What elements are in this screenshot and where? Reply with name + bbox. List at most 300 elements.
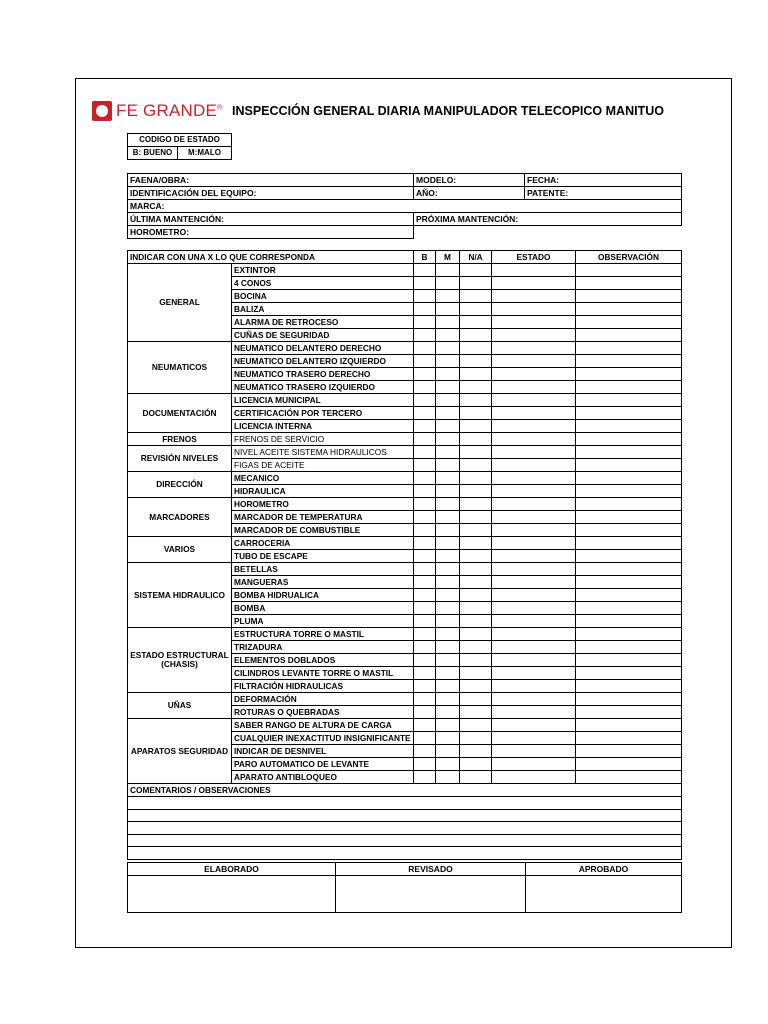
observacion-cell[interactable] <box>576 498 682 511</box>
na-cell[interactable] <box>460 472 492 485</box>
na-cell[interactable] <box>460 589 492 602</box>
m-cell[interactable] <box>436 771 460 784</box>
na-cell[interactable] <box>460 264 492 277</box>
checklist-row <box>128 394 682 407</box>
b-cell[interactable] <box>414 563 436 576</box>
checklist-row <box>128 498 682 511</box>
na-cell[interactable] <box>460 602 492 615</box>
checklist-item-label: BALIZA <box>232 303 414 316</box>
status-code-legend <box>127 133 232 160</box>
checklist-instruction: INDICAR CON UNA X LO QUE CORRESPONDA <box>128 251 414 264</box>
observacion-cell[interactable] <box>576 771 682 784</box>
m-cell[interactable] <box>436 407 460 420</box>
na-cell[interactable] <box>460 368 492 381</box>
company-logo <box>92 100 222 122</box>
b-cell[interactable] <box>414 706 436 719</box>
checklist-item-label: CUÑAS DE SEGURIDAD <box>232 329 414 342</box>
aprobado-label: APROBADO <box>526 863 682 876</box>
observacion-cell[interactable] <box>576 745 682 758</box>
b-cell[interactable] <box>414 602 436 615</box>
col-b-header: B <box>414 251 436 264</box>
b-cell[interactable] <box>414 550 436 563</box>
estado-cell[interactable] <box>492 264 576 277</box>
m-cell[interactable] <box>436 680 460 693</box>
checklist-item-label: ALARMA DE RETROCESO <box>232 316 414 329</box>
estado-cell[interactable] <box>492 355 576 368</box>
observacion-cell[interactable] <box>576 654 682 667</box>
estado-cell[interactable] <box>492 277 576 290</box>
na-cell[interactable] <box>460 381 492 394</box>
b-cell[interactable] <box>414 628 436 641</box>
checklist-item-label: MARCADOR DE TEMPERATURA <box>232 511 414 524</box>
observacion-cell[interactable] <box>576 641 682 654</box>
b-cell[interactable] <box>414 277 436 290</box>
page-title: INSPECCIÓN GENERAL DIARIA MANIPULADOR TELECOPICO MANITUO <box>232 104 664 118</box>
estado-cell[interactable] <box>492 693 576 706</box>
checklist-item-label: HIDRAULICA <box>232 485 414 498</box>
ultima-mantencion-field[interactable]: ÚLTIMA MANTENCIÓN: <box>128 213 414 226</box>
m-cell[interactable] <box>436 329 460 342</box>
observacion-cell[interactable] <box>576 524 682 537</box>
na-cell[interactable] <box>460 693 492 706</box>
identificacion-field[interactable]: IDENTIFICACIÓN DEL EQUIPO: <box>128 187 414 200</box>
checklist-item-label: BOCINA <box>232 290 414 303</box>
observacion-cell[interactable] <box>576 563 682 576</box>
m-cell[interactable] <box>436 485 460 498</box>
na-cell[interactable] <box>460 433 492 446</box>
b-cell[interactable] <box>414 355 436 368</box>
checklist-item-label: ELEMENTOS DOBLADOS <box>232 654 414 667</box>
checklist-item-label: NEUMATICO TRASERO DERECHO <box>232 368 414 381</box>
proxima-mantencion-field[interactable]: PRÓXIMA MANTENCIÓN: <box>414 213 682 226</box>
estado-cell[interactable] <box>492 524 576 537</box>
revisado-label: REVISADO <box>336 863 526 876</box>
na-cell[interactable] <box>460 329 492 342</box>
elaborado-label: ELABORADO <box>128 863 336 876</box>
checklist-item-label: BOMBA HIDRUALICA <box>232 589 414 602</box>
na-cell[interactable] <box>460 498 492 511</box>
checklist-item-label: APARATO ANTIBLOQUEO <box>232 771 414 784</box>
observacion-cell[interactable] <box>576 758 682 771</box>
na-cell[interactable] <box>460 277 492 290</box>
checklist-item-label: CERTIFICACIÓN POR TERCERO <box>232 407 414 420</box>
estado-cell[interactable] <box>492 615 576 628</box>
b-cell[interactable] <box>414 589 436 602</box>
observacion-cell[interactable] <box>576 446 682 459</box>
b-cell[interactable] <box>414 316 436 329</box>
m-cell[interactable] <box>436 537 460 550</box>
checklist-row <box>128 446 682 459</box>
b-cell[interactable] <box>414 641 436 654</box>
status-code-label: CODIGO DE ESTADO <box>128 134 232 147</box>
observacion-cell[interactable] <box>576 303 682 316</box>
observacion-cell[interactable] <box>576 459 682 472</box>
observacion-cell[interactable] <box>576 628 682 641</box>
comment-input[interactable] <box>128 797 682 810</box>
m-cell[interactable] <box>436 355 460 368</box>
estado-cell[interactable] <box>492 303 576 316</box>
comment-line <box>128 809 682 822</box>
equipment-info-table <box>127 173 682 239</box>
estado-cell[interactable] <box>492 667 576 680</box>
checklist-item-label: BOMBA <box>232 602 414 615</box>
estado-cell[interactable] <box>492 433 576 446</box>
category-label: MARCADORES <box>128 498 232 537</box>
category-label: UÑAS <box>128 693 232 719</box>
m-cell[interactable] <box>436 303 460 316</box>
b-cell[interactable] <box>414 615 436 628</box>
na-cell[interactable] <box>460 680 492 693</box>
checklist-row <box>128 342 682 355</box>
b-cell[interactable] <box>414 472 436 485</box>
observacion-cell[interactable] <box>576 550 682 563</box>
na-cell[interactable] <box>460 290 492 303</box>
estado-cell[interactable] <box>492 407 576 420</box>
elaborado-signature-box[interactable] <box>128 876 336 913</box>
comment-line <box>128 834 682 847</box>
estado-cell[interactable] <box>492 563 576 576</box>
checklist-item-label: MARCADOR DE COMBUSTIBLE <box>232 524 414 537</box>
observacion-cell[interactable] <box>576 576 682 589</box>
code-good: B: BUENO <box>128 147 178 160</box>
aprobado-signature-box[interactable] <box>526 876 682 913</box>
comment-input[interactable] <box>128 809 682 822</box>
b-cell[interactable] <box>414 394 436 407</box>
checklist-item-label: INDICAR DE DESNIVEL <box>232 745 414 758</box>
revisado-signature-box[interactable] <box>336 876 526 913</box>
logo-text: FE GRANDE <box>116 101 217 120</box>
b-cell[interactable] <box>414 381 436 394</box>
modelo-field[interactable]: MODELO: <box>414 174 525 187</box>
m-cell[interactable] <box>436 290 460 303</box>
m-cell[interactable] <box>436 459 460 472</box>
estado-cell[interactable] <box>492 641 576 654</box>
na-cell[interactable] <box>460 745 492 758</box>
estado-cell[interactable] <box>492 290 576 303</box>
observacion-cell[interactable] <box>576 667 682 680</box>
observacion-cell[interactable] <box>576 511 682 524</box>
comment-input[interactable] <box>128 847 682 860</box>
comment-line <box>128 822 682 835</box>
checklist-item-label: EXTINTOR <box>232 264 414 277</box>
b-cell[interactable] <box>414 290 436 303</box>
na-cell[interactable] <box>460 303 492 316</box>
estado-cell[interactable] <box>492 485 576 498</box>
na-cell[interactable] <box>460 316 492 329</box>
estado-cell[interactable] <box>492 316 576 329</box>
registered-mark: ® <box>216 104 223 112</box>
estado-cell[interactable] <box>492 498 576 511</box>
checklist-item-label: TRIZADURA <box>232 641 414 654</box>
observacion-cell[interactable] <box>576 342 682 355</box>
checklist-item-label: NEUMATICO DELANTERO IZQUIERDO <box>232 355 414 368</box>
estado-cell[interactable] <box>492 602 576 615</box>
b-cell[interactable] <box>414 732 436 745</box>
b-cell[interactable] <box>414 342 436 355</box>
b-cell[interactable] <box>414 745 436 758</box>
estado-cell[interactable] <box>492 654 576 667</box>
anio-field[interactable]: AÑO: <box>414 187 525 200</box>
b-cell[interactable] <box>414 264 436 277</box>
m-cell[interactable] <box>436 667 460 680</box>
horometro-field[interactable]: HOROMETRO: <box>128 226 414 239</box>
estado-cell[interactable] <box>492 732 576 745</box>
marca-field[interactable]: MARCA: <box>128 200 682 213</box>
na-cell[interactable] <box>460 615 492 628</box>
category-label: DIRECCIÓN <box>128 472 232 498</box>
m-cell[interactable] <box>436 550 460 563</box>
checklist-item-label: NEUMATICO TRASERO IZQUIERDO <box>232 381 414 394</box>
estado-cell[interactable] <box>492 394 576 407</box>
b-cell[interactable] <box>414 420 436 433</box>
b-cell[interactable] <box>414 719 436 732</box>
comment-input[interactable] <box>128 822 682 835</box>
m-cell[interactable] <box>436 615 460 628</box>
faena-field[interactable]: FAENA/OBRA: <box>128 174 414 187</box>
m-cell[interactable] <box>436 589 460 602</box>
observacion-cell[interactable] <box>576 329 682 342</box>
b-cell[interactable] <box>414 524 436 537</box>
observacion-cell[interactable] <box>576 290 682 303</box>
estado-cell[interactable] <box>492 368 576 381</box>
col-estado-header: ESTADO <box>492 251 576 264</box>
b-cell[interactable] <box>414 303 436 316</box>
b-cell[interactable] <box>414 537 436 550</box>
m-cell[interactable] <box>436 654 460 667</box>
observacion-cell[interactable] <box>576 472 682 485</box>
observacion-cell[interactable] <box>576 277 682 290</box>
checklist-row <box>128 537 682 550</box>
estado-cell[interactable] <box>492 680 576 693</box>
signature-table <box>127 862 682 913</box>
fecha-field[interactable]: FECHA: <box>525 174 682 187</box>
m-cell[interactable] <box>436 381 460 394</box>
estado-cell[interactable] <box>492 719 576 732</box>
estado-cell[interactable] <box>492 771 576 784</box>
observacion-cell[interactable] <box>576 264 682 277</box>
checklist-row <box>128 472 682 485</box>
estado-cell[interactable] <box>492 511 576 524</box>
col-na-header: N/A <box>460 251 492 264</box>
na-cell[interactable] <box>460 771 492 784</box>
comment-line <box>128 797 682 810</box>
observacion-cell[interactable] <box>576 706 682 719</box>
na-cell[interactable] <box>460 654 492 667</box>
na-cell[interactable] <box>460 563 492 576</box>
observacion-cell[interactable] <box>576 407 682 420</box>
observacion-cell[interactable] <box>576 368 682 381</box>
m-cell[interactable] <box>436 368 460 381</box>
observacion-cell[interactable] <box>576 589 682 602</box>
observacion-cell[interactable] <box>576 732 682 745</box>
na-cell[interactable] <box>460 524 492 537</box>
checklist-item-label: HOROMETRO <box>232 498 414 511</box>
na-cell[interactable] <box>460 511 492 524</box>
b-cell[interactable] <box>414 576 436 589</box>
m-cell[interactable] <box>436 342 460 355</box>
na-cell[interactable] <box>460 641 492 654</box>
b-cell[interactable] <box>414 485 436 498</box>
observacion-cell[interactable] <box>576 420 682 433</box>
comments-label: COMENTARIOS / OBSERVACIONES <box>128 784 682 797</box>
checklist-item-label: CARROCERIA <box>232 537 414 550</box>
b-cell[interactable] <box>414 667 436 680</box>
estado-cell[interactable] <box>492 537 576 550</box>
estado-cell[interactable] <box>492 745 576 758</box>
na-cell[interactable] <box>460 706 492 719</box>
checklist-item-label: 4 CONOS <box>232 277 414 290</box>
category-label: GENERAL <box>128 264 232 342</box>
observacion-cell[interactable] <box>576 433 682 446</box>
checklist-item-label: PARO AUTOMATICO DE LEVANTE <box>232 758 414 771</box>
code-bad: M:MALO <box>178 147 232 160</box>
category-label: ESTADO ESTRUCTURAL (CHASIS) <box>128 628 232 693</box>
estado-cell[interactable] <box>492 342 576 355</box>
m-cell[interactable] <box>436 498 460 511</box>
estado-cell[interactable] <box>492 446 576 459</box>
m-cell[interactable] <box>436 316 460 329</box>
checklist-item-label: FIGAS DE ACEITE <box>232 459 414 472</box>
inspection-checklist <box>127 250 682 860</box>
observacion-cell[interactable] <box>576 602 682 615</box>
m-cell[interactable] <box>436 563 460 576</box>
checklist-row <box>128 563 682 576</box>
observacion-cell[interactable] <box>576 537 682 550</box>
checklist-item-label: MECANICO <box>232 472 414 485</box>
estado-cell[interactable] <box>492 628 576 641</box>
na-cell[interactable] <box>460 446 492 459</box>
checklist-row <box>128 628 682 641</box>
m-cell[interactable] <box>436 602 460 615</box>
category-label: FRENOS <box>128 433 232 446</box>
estado-cell[interactable] <box>492 459 576 472</box>
na-cell[interactable] <box>460 459 492 472</box>
checklist-item-label: SABER RANGO DE ALTURA DE CARGA <box>232 719 414 732</box>
na-cell[interactable] <box>460 355 492 368</box>
m-cell[interactable] <box>436 446 460 459</box>
estado-cell[interactable] <box>492 758 576 771</box>
estado-cell[interactable] <box>492 706 576 719</box>
checklist-row <box>128 264 682 277</box>
observacion-cell[interactable] <box>576 381 682 394</box>
m-cell[interactable] <box>436 719 460 732</box>
b-cell[interactable] <box>414 654 436 667</box>
b-cell[interactable] <box>414 368 436 381</box>
na-cell[interactable] <box>460 537 492 550</box>
b-cell[interactable] <box>414 446 436 459</box>
m-cell[interactable] <box>436 511 460 524</box>
b-cell[interactable] <box>414 693 436 706</box>
m-cell[interactable] <box>436 706 460 719</box>
m-cell[interactable] <box>436 277 460 290</box>
m-cell[interactable] <box>436 433 460 446</box>
na-cell[interactable] <box>460 758 492 771</box>
checklist-row <box>128 693 682 706</box>
comment-input[interactable] <box>128 834 682 847</box>
na-cell[interactable] <box>460 667 492 680</box>
observacion-cell[interactable] <box>576 394 682 407</box>
observacion-cell[interactable] <box>576 355 682 368</box>
patente-field[interactable]: PATENTE: <box>525 187 682 200</box>
b-cell[interactable] <box>414 758 436 771</box>
checklist-item-label: ESTRUCTURA TORRE O MASTIL <box>232 628 414 641</box>
na-cell[interactable] <box>460 719 492 732</box>
checklist-item-label: BETELLAS <box>232 563 414 576</box>
observacion-cell[interactable] <box>576 680 682 693</box>
m-cell[interactable] <box>436 745 460 758</box>
observacion-cell[interactable] <box>576 719 682 732</box>
observacion-cell[interactable] <box>576 693 682 706</box>
col-m-header: M <box>436 251 460 264</box>
checklist-item-label: MANGUERAS <box>232 576 414 589</box>
checklist-item-label: PLUMA <box>232 615 414 628</box>
category-label: REVISIÓN NIVELES <box>128 446 232 472</box>
na-cell[interactable] <box>460 420 492 433</box>
na-cell[interactable] <box>460 485 492 498</box>
m-cell[interactable] <box>436 693 460 706</box>
m-cell[interactable] <box>436 394 460 407</box>
b-cell[interactable] <box>414 433 436 446</box>
estado-cell[interactable] <box>492 472 576 485</box>
category-label: APARATOS SEGURIDAD <box>128 719 232 784</box>
comments-header-row <box>128 784 682 797</box>
m-cell[interactable] <box>436 758 460 771</box>
observacion-cell[interactable] <box>576 615 682 628</box>
estado-cell[interactable] <box>492 329 576 342</box>
checklist-item-label: LICENCIA INTERNA <box>232 420 414 433</box>
b-cell[interactable] <box>414 407 436 420</box>
checklist-item-label: LICENCIA MUNICIPAL <box>232 394 414 407</box>
na-cell[interactable] <box>460 576 492 589</box>
checklist-item-label: FILTRACIÓN HIDRAULICAS <box>232 680 414 693</box>
estado-cell[interactable] <box>492 381 576 394</box>
b-cell[interactable] <box>414 680 436 693</box>
m-cell[interactable] <box>436 628 460 641</box>
observacion-cell[interactable] <box>576 316 682 329</box>
estado-cell[interactable] <box>492 550 576 563</box>
checklist-item-label: CUALQUIER INEXACTITUD INSIGNIFICANTE <box>232 732 414 745</box>
m-cell[interactable] <box>436 641 460 654</box>
estado-cell[interactable] <box>492 589 576 602</box>
observacion-cell[interactable] <box>576 485 682 498</box>
b-cell[interactable] <box>414 771 436 784</box>
m-cell[interactable] <box>436 576 460 589</box>
m-cell[interactable] <box>436 420 460 433</box>
b-cell[interactable] <box>414 459 436 472</box>
b-cell[interactable] <box>414 329 436 342</box>
na-cell[interactable] <box>460 732 492 745</box>
na-cell[interactable] <box>460 342 492 355</box>
na-cell[interactable] <box>460 628 492 641</box>
m-cell[interactable] <box>436 264 460 277</box>
info-blank <box>414 226 682 239</box>
checklist-row <box>128 719 682 732</box>
checklist-item-label: NEUMATICO DELANTERO DERECHO <box>232 342 414 355</box>
b-cell[interactable] <box>414 498 436 511</box>
m-cell[interactable] <box>436 732 460 745</box>
category-label: SISTEMA HIDRAULICO <box>128 563 232 628</box>
estado-cell[interactable] <box>492 576 576 589</box>
estado-cell[interactable] <box>492 420 576 433</box>
checklist-item-label: FRENOS DE SERVICIO <box>232 433 414 446</box>
na-cell[interactable] <box>460 407 492 420</box>
m-cell[interactable] <box>436 524 460 537</box>
b-cell[interactable] <box>414 511 436 524</box>
m-cell[interactable] <box>436 472 460 485</box>
checklist-item-label: ROTURAS O QUEBRADAS <box>232 706 414 719</box>
na-cell[interactable] <box>460 394 492 407</box>
na-cell[interactable] <box>460 550 492 563</box>
